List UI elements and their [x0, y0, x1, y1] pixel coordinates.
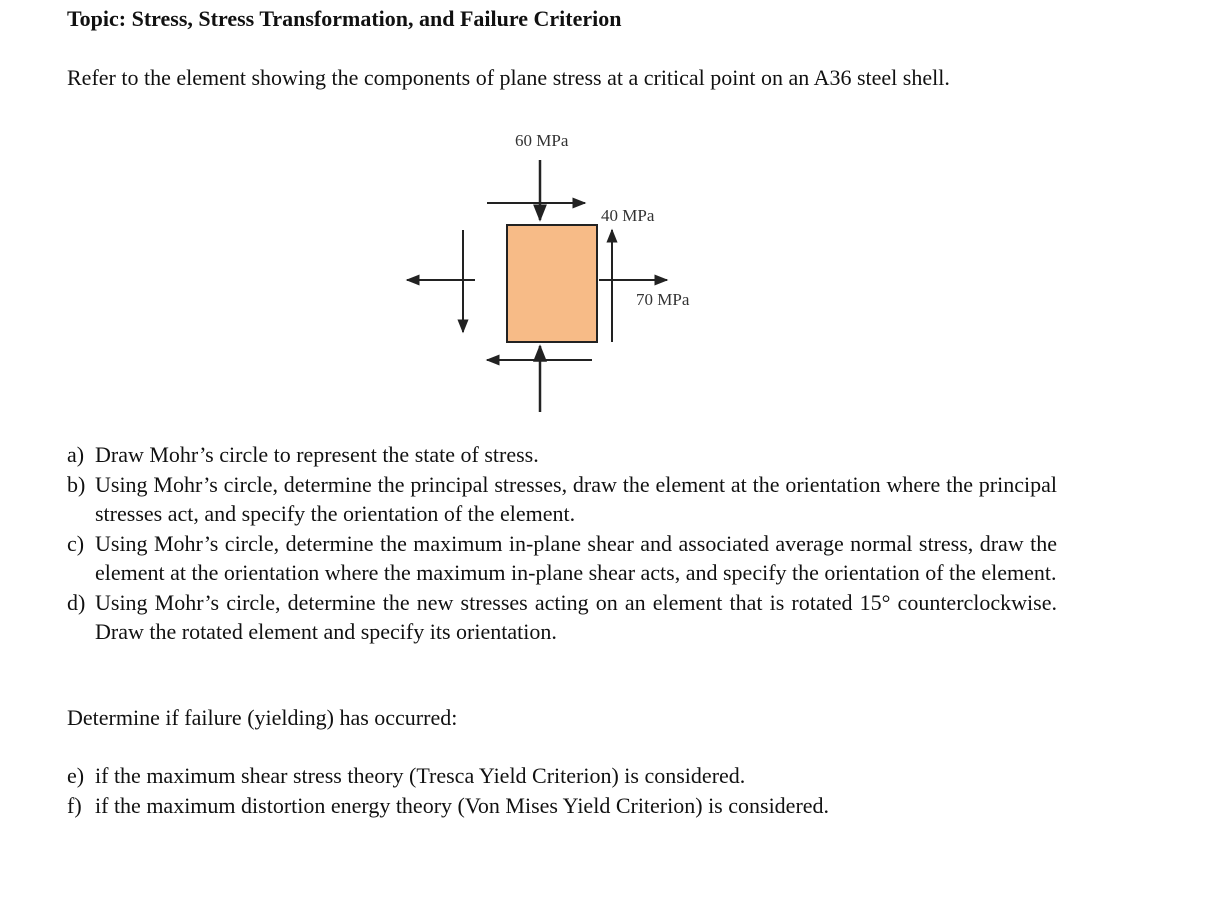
failure-heading: Determine if failure (yielding) has occurred: — [67, 705, 458, 730]
question-marker: b) — [67, 471, 86, 497]
question-text: Draw Mohr’s circle to represent the state of stress. — [95, 442, 539, 467]
question-marker: d) — [67, 589, 86, 615]
question-item — [67, 470, 1057, 529]
failure-question-item — [67, 791, 1057, 821]
stress-element-figure — [395, 120, 725, 420]
question-text: if the maximum shear stress theory (Tresca Yield Criterion) is considered. — [95, 763, 746, 788]
question-text: Using Mohr’s circle, determine the maximum in-plane shear and associated average normal stress, draw the element at the orientation where the maximum in-plane shear acts, and specify the orientation of the element. — [95, 530, 1057, 585]
question-marker: e) — [67, 763, 85, 788]
page-title: Topic: Stress, Stress Transformation, and Failure Criterion — [67, 6, 622, 31]
questions-list — [67, 440, 1057, 647]
intro-paragraph: Refer to the element showing the components of plane stress at a critical point on an A36 steel shell. — [67, 65, 950, 90]
right-normal-stress-label: 70 MPa — [636, 290, 690, 309]
question-marker: a) — [67, 442, 85, 467]
top-normal-stress-label: 60 MPa — [515, 131, 569, 150]
question-text: Using Mohr’s circle, determine the new stresses acting on an element that is rotated 15° counterclockwise. Draw the rotated element and specify its orientation. — [95, 589, 1057, 644]
failure-questions-list — [67, 761, 1057, 821]
stress-element-square — [507, 225, 597, 342]
question-item — [67, 588, 1057, 647]
stress-element-diagram — [395, 120, 725, 420]
question-item — [67, 440, 1057, 470]
failure-question-item — [67, 761, 1057, 791]
question-text: Using Mohr’s circle, determine the principal stresses, draw the element at the orientation where the principal stresses act, and specify the orientation of the element. — [95, 471, 1057, 526]
shear-stress-label: 40 MPa — [601, 206, 655, 225]
question-text: if the maximum distortion energy theory (Von Mises Yield Criterion) is considered. — [95, 793, 830, 818]
question-marker: c) — [67, 530, 85, 556]
question-marker: f) — [67, 793, 82, 818]
question-item — [67, 529, 1057, 588]
